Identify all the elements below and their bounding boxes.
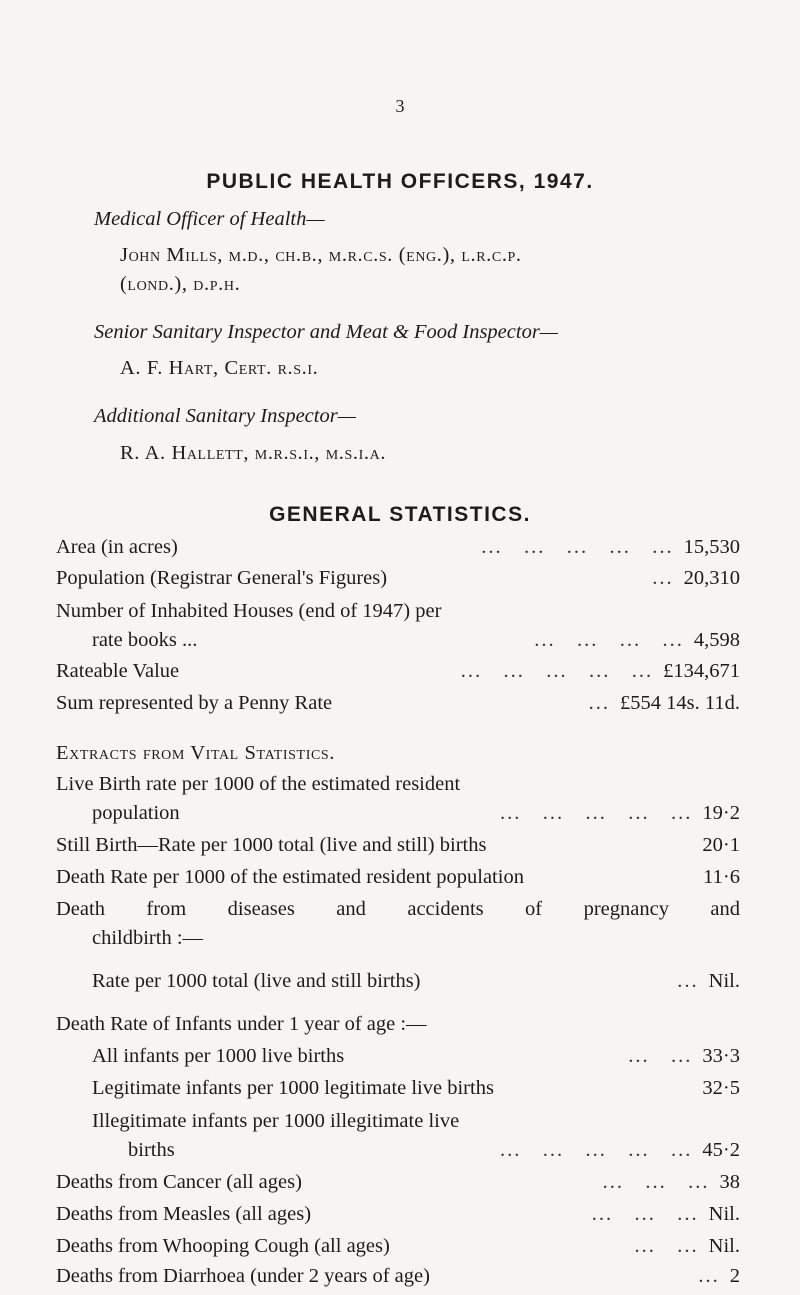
all-infants-label: All infants per 1000 live births	[92, 1045, 345, 1067]
senior-inspector-role: Senior Sanitary Inspector and Meat & Food Inspector—	[94, 321, 559, 343]
legitimate-label: Legitimate infants per 1000 legitimate live births	[92, 1077, 494, 1099]
stat-row-rateable	[56, 660, 740, 683]
penny-label: Sum represented by a Penny Rate	[56, 692, 333, 714]
leader-dots: ... ... ... ... ...	[460, 660, 654, 682]
pregnancy-rate-value: Nil.	[708, 970, 740, 992]
pregnancy-line1: Death from diseases and accidents of pregnancy and	[56, 898, 740, 920]
leader-dots: ... ...	[628, 1045, 693, 1067]
vital-statistics-heading: Extracts from Vital Statistics.	[56, 742, 336, 764]
population-label: Population (Registrar General's Figures)	[56, 567, 388, 589]
illegitimate-line1: Illegitimate infants per 1000 illegitimate live	[92, 1110, 460, 1132]
live-birth-value: 19·2	[702, 802, 740, 824]
stat-row-measles	[56, 1203, 740, 1226]
stat-row-illegitimate	[128, 1139, 740, 1162]
leader-dots: ... ...	[634, 1235, 699, 1257]
stat-row-all-infants	[92, 1045, 740, 1068]
general-statistics-heading: GENERAL STATISTICS.	[269, 503, 531, 526]
houses-label-line1: Number of Inhabited Houses (end of 1947) per	[56, 600, 442, 622]
all-infants-value: 33·3	[702, 1045, 740, 1067]
additional-inspector-name: R. A. Hallett, m.r.s.i., m.s.i.a.	[120, 442, 387, 464]
leader-dots: ... ... ...	[602, 1171, 710, 1193]
moh-name-line1: John Mills, m.d., ch.b., m.r.c.s. (eng.), l.r.c.p.	[120, 244, 522, 266]
pregnancy-rate-label: Rate per 1000 total (live and still births)	[92, 970, 421, 992]
illegitimate-line2: births	[128, 1139, 175, 1161]
moh-role: Medical Officer of Health—	[94, 208, 325, 230]
leader-dots: ...	[652, 567, 674, 589]
page-number: 3	[395, 96, 405, 116]
leader-dots: ... ... ... ... ...	[500, 802, 693, 824]
cancer-value: 38	[719, 1171, 740, 1193]
live-birth-line2: population	[92, 802, 180, 824]
houses-value: 4,598	[693, 629, 740, 651]
area-value: 15,530	[683, 536, 740, 558]
stat-row-pregnancy-rate	[92, 970, 740, 993]
measles-label: Deaths from Measles (all ages)	[56, 1203, 312, 1225]
whooping-label: Deaths from Whooping Cough (all ages)	[56, 1235, 390, 1257]
leader-dots: ... ... ... ... ...	[500, 1139, 693, 1161]
live-birth-line1: Live Birth rate per 1000 of the estimated resident	[56, 773, 461, 795]
illegitimate-value: 45·2	[702, 1139, 740, 1161]
stat-row-houses	[92, 629, 740, 652]
stat-row-area	[56, 536, 740, 559]
leader-dots: ... ... ...	[591, 1203, 699, 1225]
additional-inspector-role: Additional Sanitary Inspector—	[94, 405, 356, 427]
stat-row-cancer	[56, 1171, 740, 1194]
population-value: 20,310	[683, 567, 740, 589]
whooping-value: Nil.	[708, 1235, 740, 1257]
houses-label-line2: rate books ...	[92, 629, 198, 651]
rateable-value: £134,671	[663, 660, 740, 682]
stat-row-legitimate	[92, 1077, 740, 1100]
cancer-label: Deaths from Cancer (all ages)	[56, 1171, 302, 1193]
officers-heading: PUBLIC HEALTH OFFICERS, 1947.	[206, 170, 594, 193]
area-label: Area (in acres)	[56, 536, 178, 558]
infant-heading: Death Rate of Infants under 1 year of age :—	[56, 1013, 427, 1035]
senior-inspector-name: A. F. Hart, Cert. r.s.i.	[120, 357, 319, 379]
stat-row-population	[56, 567, 740, 590]
moh-name-line2: (lond.), d.p.h.	[120, 273, 241, 295]
stat-row-whooping-cough	[56, 1235, 740, 1258]
rateable-label: Rateable Value	[56, 660, 180, 682]
leader-dots: ...	[698, 1265, 720, 1287]
measles-value: Nil.	[708, 1203, 740, 1225]
stat-row-still-birth	[56, 834, 740, 857]
legitimate-value: 32·5	[702, 1077, 740, 1099]
penny-value: £554 14s. 11d.	[620, 692, 740, 714]
leader-dots: ... ... ... ...	[534, 629, 684, 651]
death-rate-label: Death Rate per 1000 of the estimated resident population	[56, 866, 524, 888]
stat-row-penny-rate	[56, 692, 740, 715]
leader-dots: ... ... ... ... ...	[481, 536, 674, 558]
pregnancy-line2: childbirth :—	[92, 927, 204, 949]
stat-row-diarrhoea	[56, 1265, 740, 1288]
diarrhoea-label: Deaths from Diarrhoea (under 2 years of age)	[56, 1265, 430, 1287]
stat-row-live-birth	[92, 802, 740, 825]
still-birth-label: Still Birth—Rate per 1000 total (live and still) births	[56, 834, 487, 856]
death-rate-value: 11·6	[703, 866, 740, 888]
stat-row-death-rate	[56, 866, 740, 889]
diarrhoea-value: 2	[729, 1265, 740, 1287]
still-birth-value: 20·1	[702, 834, 740, 856]
leader-dots: ...	[677, 970, 699, 992]
leader-dots: ...	[588, 692, 611, 714]
